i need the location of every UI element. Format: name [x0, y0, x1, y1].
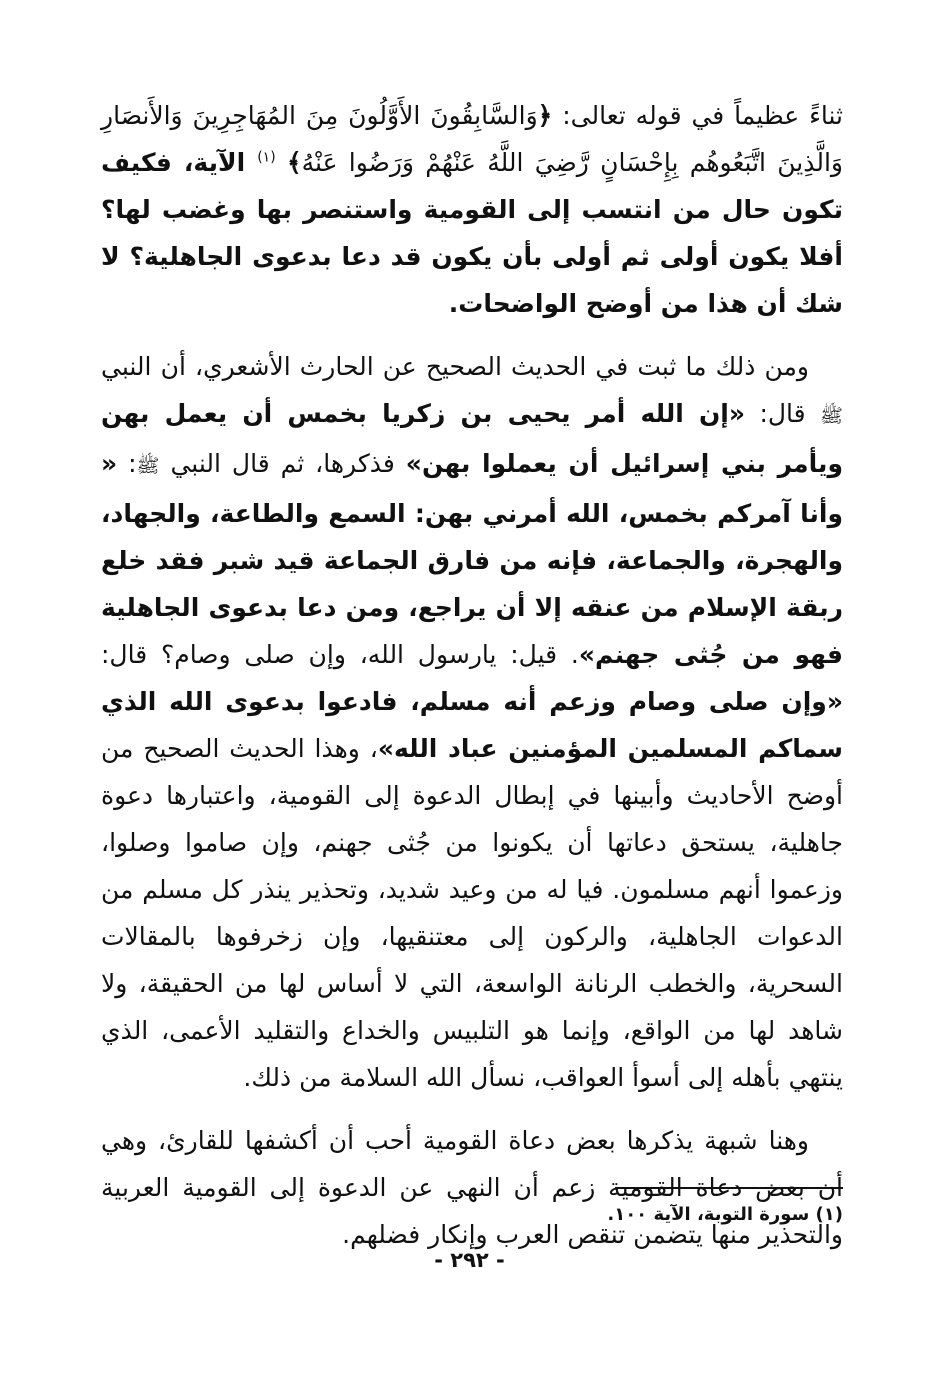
page-number: - ٢٩٢ - [434, 1248, 505, 1272]
quran-bracket-open: ﴿ [537, 101, 553, 130]
paragraph-1 [101, 92, 843, 327]
paragraph-2-text-1: ومن ذلك ما ثبت في الحديث الصحيح عن الحارث الأشعري، أن النبي [101, 352, 809, 381]
hadith-quote-2: « وأنا آمركم بخمس، الله أمرني بهن: السمع والطاعة، والجهاد، والهجرة، والجماعة، فإنه من فارق الجماعة قيد شبر فقد خلع ربقة الإسلام من عنقه إلا أن يراجع، ومن دعا بدعوى الجاهلية فهو من جُثى جهنم» [101, 449, 843, 669]
paragraph-2 [101, 343, 843, 1101]
main-text [101, 92, 843, 1258]
paragraph-3: وهنا شبهة يذكرها بعض دعاة القومية أحب أن أكشفها للقارئ، وهي أن بعض دعاة القومية زعم أن النهي عن الدعوة إلى القومية العربية والتحذير منها يتضمن تنقص العرب وإنكار فضلهم. [101, 1126, 843, 1249]
paragraph-2-text-5: . قيل: يارسول الله، وإن صلى وصام؟ قال: [101, 640, 579, 669]
paragraph-2-text-6: ، وهذا الحديث الصحيح من أوضح الأحاديث وأبينها في إبطال الدعوة إلى القومية، واعتبارها دعوة جاهلية، يستحق دعاتها أن يكونوا من جُثى جهنم، وإن صاموا وصلوا، وزعموا أنهم مسلمون. فيا له من وعيد شديد، وتحذير ينذر كل مسلم من الدعوات الجاهلية، والركون إلى معتنقيها، وإن زخرفوها بالمقالات السحرية، والخطب الرنانة الواسعة، التي لا أساس لها من الحقيقة، ولا شاهد لها من الواقع، وإنما هو التلبيس والخداع والتقليد الأعمى، الذي ينتهي بأهله إلى أسوأ العواقب، نسأل الله السلامة من ذلك. [101, 734, 843, 1092]
quran-bracket-close: ﴾ [286, 148, 302, 177]
footnote: (١) سورة التوبة، الآية ١٠٠. [607, 1204, 843, 1225]
footnote-reference: (١) [257, 149, 276, 166]
salla-symbol-2: ﷺ [136, 455, 160, 477]
paragraph-1-rest: الآية، فكيف تكون حال من انتسب إلى القومية واستنصر بها وغضب لها؟ أفلا يكون أولى ثم أولى بأن يكون قد دعا بدعوى الجاهلية؟ لا شك أن هذا من أوضح الواضحات. [101, 148, 843, 318]
hadith-quote-3: «وإن صلى وصام وزعم أنه مسلم، فادعوا بدعوى الله الذي سماكم المسلمين المؤمنين عباد الله» [101, 687, 844, 763]
paragraph-2-text-2: قال: [745, 399, 821, 428]
hadith-quote-1: «إن الله أمر يحيى بن زكريا بخمس أن يعمل بهن ويأمر بني إسرائيل أن يعملوا بهن» [101, 399, 843, 478]
footnote-divider [615, 1187, 843, 1189]
paragraph-2-text-3: فذكرها، ثم قال النبي [159, 449, 406, 478]
quran-verse: وَالسَّابِقُونَ الأَوَّلُونَ مِنَ المُهَاجِرِينَ وَالأَنصَارِ وَالَّذِينَ اتَّبَعُوهُم بِإِحْسَانٍ رَّضِيَ اللَّهُ عَنْهُمْ وَرَضُوا عَنْهُ [101, 101, 844, 177]
paragraph-1-lead: ثناءً عظيماً في قوله تعالى: [552, 101, 843, 130]
paragraph-2-text-4: : [117, 449, 137, 478]
salla-symbol-1: ﷺ [820, 405, 843, 427]
